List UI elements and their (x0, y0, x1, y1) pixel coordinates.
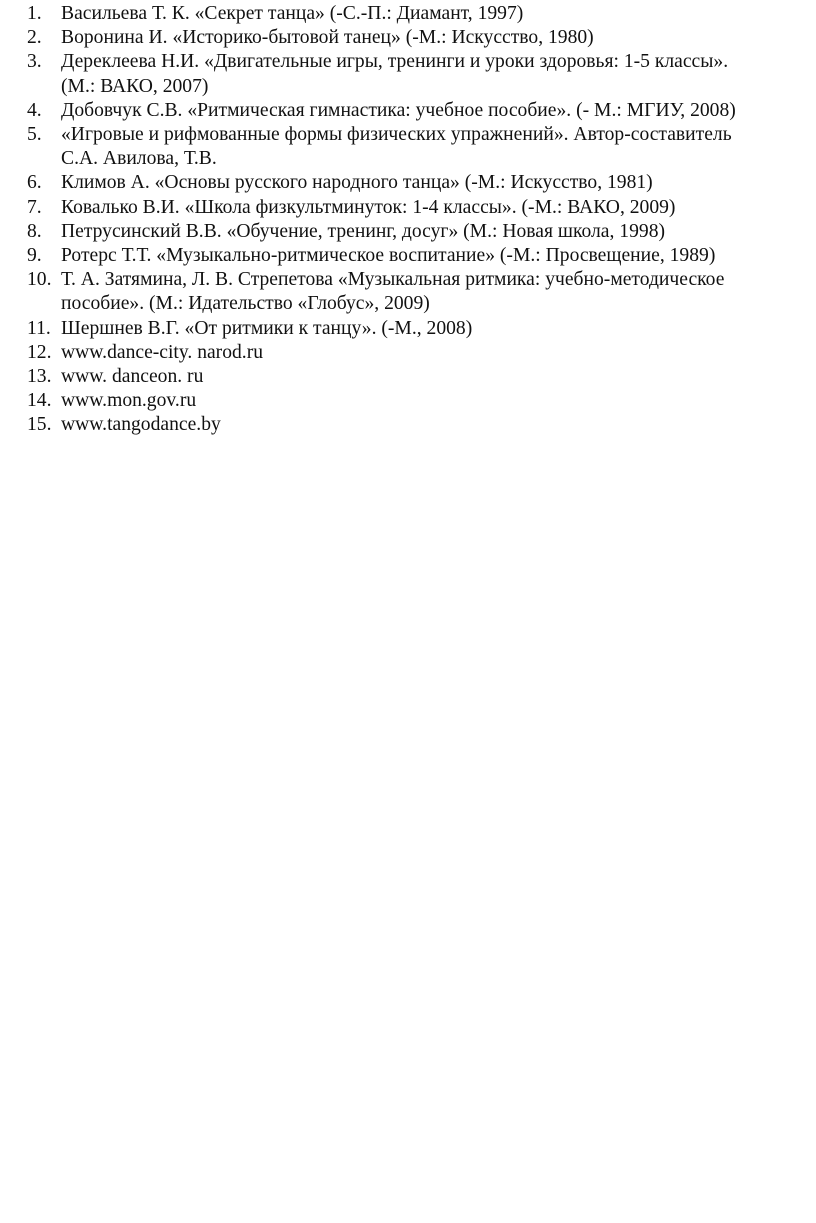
list-item (27, 341, 797, 365)
list-item (27, 171, 797, 195)
list-item (27, 123, 797, 171)
list-item (27, 2, 797, 26)
reference-list (27, 2, 797, 438)
list-item (27, 268, 797, 316)
item-text-continued: (М.: ВАКО, 2007) (61, 75, 209, 97)
item-number: 9. (27, 245, 42, 267)
item-number: 11. (27, 317, 51, 339)
list-item (27, 244, 797, 268)
item-text: Дереклеева Н.И. «Двигательные игры, тренинги и уроки здоровья: 1-5 классы». (61, 51, 729, 73)
list-item (27, 26, 797, 50)
item-text: www.tangodance.by (61, 414, 221, 436)
item-text: www. danceon. ru (61, 366, 204, 388)
list-item (27, 413, 797, 437)
list-item (27, 99, 797, 123)
item-number: 2. (27, 27, 42, 49)
item-number: 5. (27, 124, 42, 146)
item-text: Ковалько В.И. «Школа физкультминуток: 1-4 классы». (-М.: ВАКО, 2009) (61, 196, 676, 218)
item-number: 13. (27, 366, 52, 388)
list-item (27, 317, 797, 341)
item-number: 12. (27, 341, 52, 363)
item-text: Васильева Т. К. «Секрет танца» (-С.-П.: Диамант, 1997) (61, 3, 524, 24)
item-text: Т. А. Затямина, Л. В. Стрепетова «Музыкальная ритмика: учебно-методическое (61, 269, 725, 291)
item-number: 4. (27, 99, 42, 121)
list-item (27, 50, 797, 98)
item-number: 8. (27, 220, 42, 242)
item-text-continued: С.А. Авилова, Т.В. (61, 148, 217, 170)
item-number: 1. (27, 3, 42, 24)
item-number: 14. (27, 390, 52, 412)
list-item (27, 389, 797, 413)
item-text: Климов А. «Основы русского народного танца» (-М.: Искусство, 1981) (61, 172, 653, 194)
item-text-continued: пособие». (М.: Идательство «Глобус», 2009) (61, 293, 430, 315)
item-number: 15. (27, 414, 52, 436)
item-number: 6. (27, 172, 42, 194)
item-text: «Игровые и рифмованные формы физических упражнений». Автор-составитель (61, 124, 732, 146)
item-text: www.mon.gov.ru (61, 390, 197, 412)
item-text: Добовчук С.В. «Ритмическая гимнастика: учебное пособие». (- М.: МГИУ, 2008) (61, 99, 736, 121)
item-number: 3. (27, 51, 42, 73)
list-item (27, 196, 797, 220)
list-item (27, 365, 797, 389)
item-text: Петрусинский В.В. «Обучение, тренинг, досуг» (М.: Новая школа, 1998) (61, 220, 666, 242)
item-text: Воронина И. «Историко-бытовой танец» (-М.: Искусство, 1980) (61, 27, 594, 49)
item-text: www.dance-city. narod.ru (61, 341, 264, 363)
item-number: 10. (27, 269, 52, 291)
item-text: Ротерс Т.Т. «Музыкально-ритмическое воспитание» (-М.: Просвещение, 1989) (61, 245, 716, 267)
item-text: Шершнев В.Г. «От ритмики к танцу». (-М., 2008) (61, 317, 473, 339)
item-number: 7. (27, 196, 42, 218)
list-item (27, 220, 797, 244)
